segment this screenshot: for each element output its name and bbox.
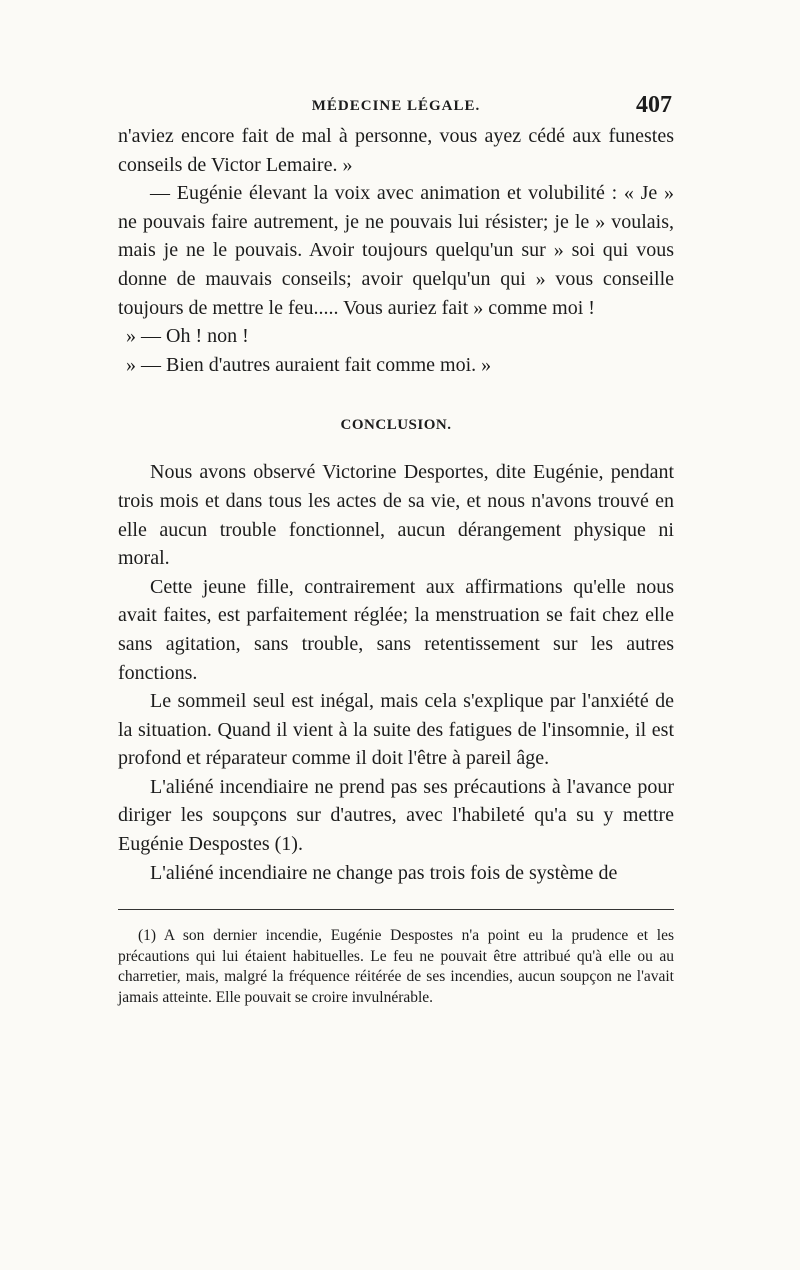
book-page xyxy=(118,92,674,1008)
paragraph: Le sommeil seul est inégal, mais cela s'explique par l'anxiété de la situation. Quand il vient à la suite des fatigues de l'insomnie, il est profond et réparateur comme il doit l'être à pareil âge. xyxy=(118,690,674,770)
paragraph: n'aviez encore fait de mal à personne, vous ayez cédé aux funestes conseils de Victor Lemaire. » xyxy=(118,125,674,176)
section-title: CONCLUSION. xyxy=(340,417,452,434)
footnote-divider xyxy=(118,909,674,910)
conclusion-text xyxy=(118,458,674,887)
footnote xyxy=(118,926,674,1008)
paragraph: Nous avons observé Victorine Desportes, dite Eugénie, pendant trois mois et dans tous les actes de sa vie, et nous n'avons trouvé en elle aucun trouble fonctionnel, aucun dérangement physique ni moral. xyxy=(118,461,674,570)
footnote-text: (1) A son dernier incendie, Eugénie Despostes n'a point eu la prudence et les précautions qui lui étaient habituelles. Le feu ne pouvait être attribué qu'à elle ou au charretier, mais, malgré la fréquence réitérée de ses incendies, aucun soupçon ne l'avait jamais atteinte. Elle pouvait se croire invulnérable. xyxy=(118,927,674,1006)
paragraph: » — Bien d'autres auraient fait comme moi. » xyxy=(126,353,492,376)
paragraph: — Eugénie élevant la voix avec animation et volubilité : « Je » ne pouvais faire autrement, je ne pouvais lui résister; je le » voulais, mais je ne le pouvais. Avoir toujours quelqu'un sur » soi qui vous donne de mauvais conseils; avoir quelqu'un qui » vous conseille toujours de mettre le feu..... Vous auriez fait » comme moi ! xyxy=(118,182,674,319)
paragraph: Cette jeune fille, contrairement aux affirmations qu'elle nous avait faites, est parfaitement réglée; la menstruation se fait chez elle sans agitation, sans trouble, sans retentissement sur les autres fonctions. xyxy=(118,575,674,684)
dialogue-text xyxy=(118,122,674,379)
page-header xyxy=(118,92,674,122)
paragraph: L'aliéné incendiaire ne prend pas ses précautions à l'avance pour diriger les soupçons sur d'autres, avec l'habileté qu'a su y mettre Eugénie Despostes (1). xyxy=(118,775,674,856)
paragraph: L'aliéné incendiaire ne change pas trois fois de système de xyxy=(150,861,618,884)
running-title: MÉDECINE LÉGALE. xyxy=(311,98,481,114)
page-number: 407 xyxy=(636,92,672,118)
paragraph: » — Oh ! non ! xyxy=(126,325,249,348)
